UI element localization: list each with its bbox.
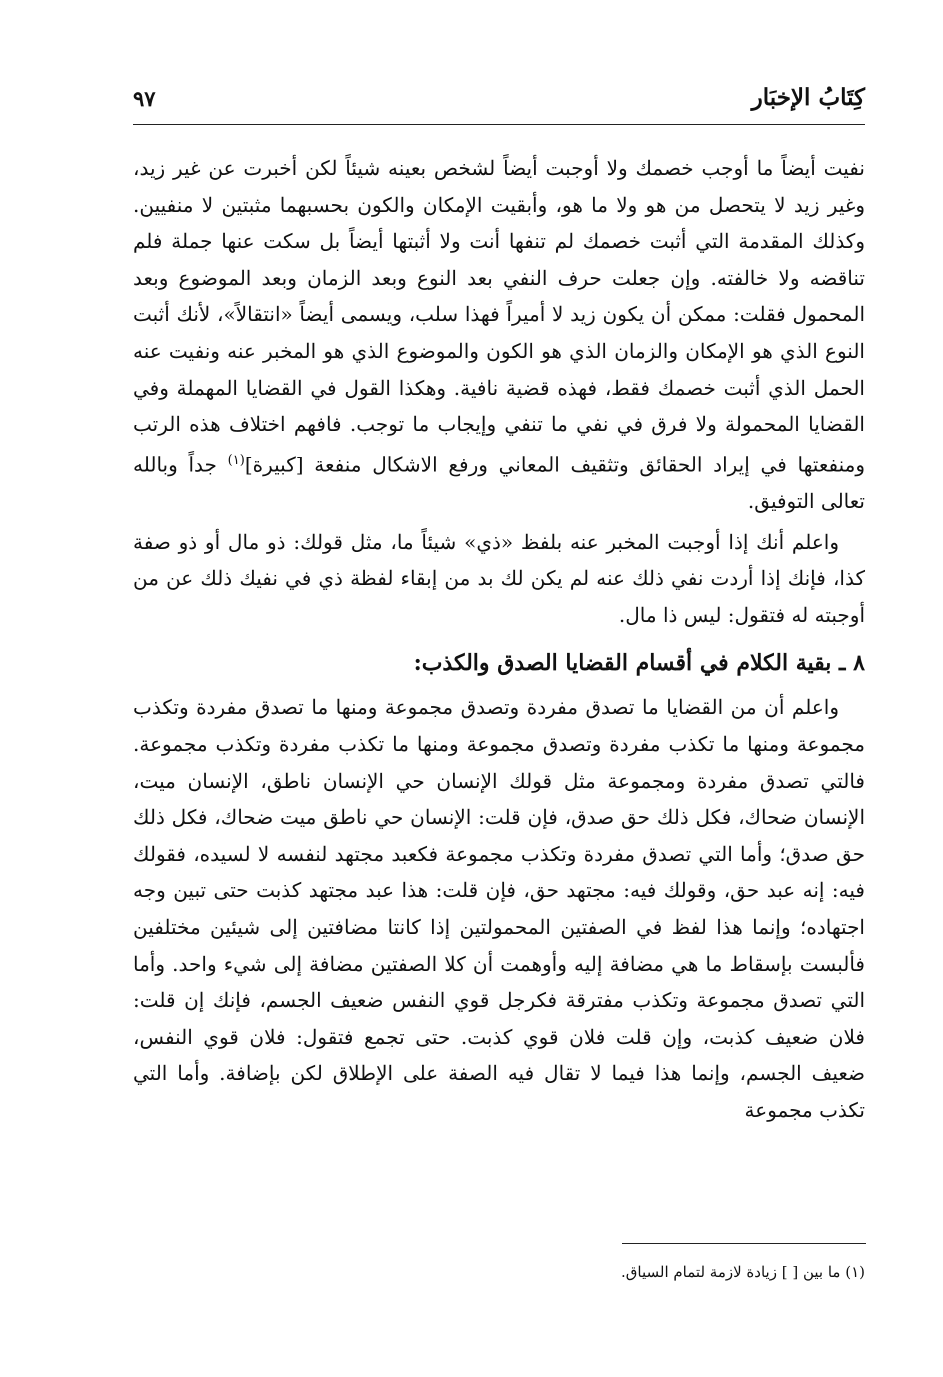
running-header	[133, 80, 865, 125]
paragraph-1-text: نفيت أيضاً ما أوجب خصمك ولا أوجبت أيضاً لشخص بعينه شيئاً لكن أخبرت عن غير زيد، وغير زيد لا يتحصل من هو ولا ما هو، وأبقيت الإمكان والكون بحسبهما مثبتين لا منفيين. وكذلك المقدمة التي أثبت خصمك لم تنفها أنت ولا أثبتها أيضاً بل سكت عنها جملة فلم تناقضه ولا خالفته. وإن جعلت حرف النفي بعد النوع وبعد الزمان وبعد الموضوع وبعد المحمول فقلت: ممكن أن يكون زيد لا أميراً فهذا سلب، ويسمى أيضاً «انتقالاً»، لأنك أثبت النوع الذي هو الإمكان والزمان الذي هو الكون والموضوع الذي هو المخبر عنه ونفيت عنه الحمل الذي أثبت خصمك فقط، فهذه قضية نافية. وهكذا القول في القضايا المهملة وفي القضايا المحمولة ولا فرق في نفي ما تنفي وإيجاب ما توجب. فافهم اختلاف هذه الرتب ومنفعتها في إيراد الحقائق وتثقيف المعاني ورفع الاشكال منفعة [كبيرة]	[133, 156, 866, 477]
paragraph-2: واعلم أنك إذا أوجبت المخبر عنه بلفظ «ذي» شيئاً ما، مثل قولك: ذو مال أو ذو صفة كذا، فإنك إذا أردت نفي ذلك عنه لم يكن لك بد من إبقاء لفظة ذي في نفيك ذلك عن من أوجبته له فتقول: ليس ذا مال.	[133, 529, 865, 627]
body-text	[133, 150, 865, 1129]
paragraph-1	[133, 150, 865, 520]
footnote: (١) ما بين [ ] زيادة لازمة لتمام السياق.	[621, 1263, 865, 1281]
page-number: ٩٧	[133, 86, 156, 111]
footnote-ref: (١)	[227, 452, 245, 468]
section-heading: ٨ ـ بقية الكلام في أقسام القضايا الصدق والكذب:	[413, 650, 865, 677]
book-title: كِتَابُ الإخبَار	[751, 84, 865, 111]
paragraph-3: واعلم أن من القضايا ما تصدق مفردة وتصدق مجموعة ومنها ما تصدق مفردة وتكذب مجموعة ومنها ما تكذب مفردة وتصدق مجموعة ومنها ما تكذب مفردة وتكذب مجموعة. فالتي تصدق مفردة ومجموعة مثل قولك الإنسان حي الإنسان ناطق، الإنسان ميت، الإنسان ضحاك، فكل ذلك حق صدق، فإن قلت: الإنسان حي ناطق ميت ضحاك، فكل ذلك حق صدق؛ وأما التي تصدق مفردة وتكذب مجموعة فكعبد مجتهد لنفسه لا لسيده، فقولك فيه: إنه عبد حق، وقولك فيه: مجتهد حق، فإن قلت: هذا عبد مجتهد كذبت حتى تبين وجه اجتهاده؛ وإنما هذا لفظ في الصفتين المحمولتين إذا كانتا مضافتين إلى شيئين مختلفين فألبست بإسقاط ما هي مضافة إليه وأوهمت أن كلا الصفتين مضافة إلى شيء واحد. وأما التي تصدق مجموعة وتكذب مفترقة فكرجل قوي النفس ضعيف الجسم، فإنك إن قلت: فلان ضعيف كذبت، وإن قلت فلان قوي كذبت. حتى تجمع فتقول: فلان قوي النفس، ضعيف الجسم، وإنما هذا فيما لا تقال فيه الصفة على الإطلاق لكن بإضافة. وأما التي تكذب مجموعة	[133, 695, 865, 1122]
paragraph-1-end: جداً وبالله تعالى التوفيق.	[133, 452, 865, 513]
footnote-divider	[622, 1243, 866, 1244]
